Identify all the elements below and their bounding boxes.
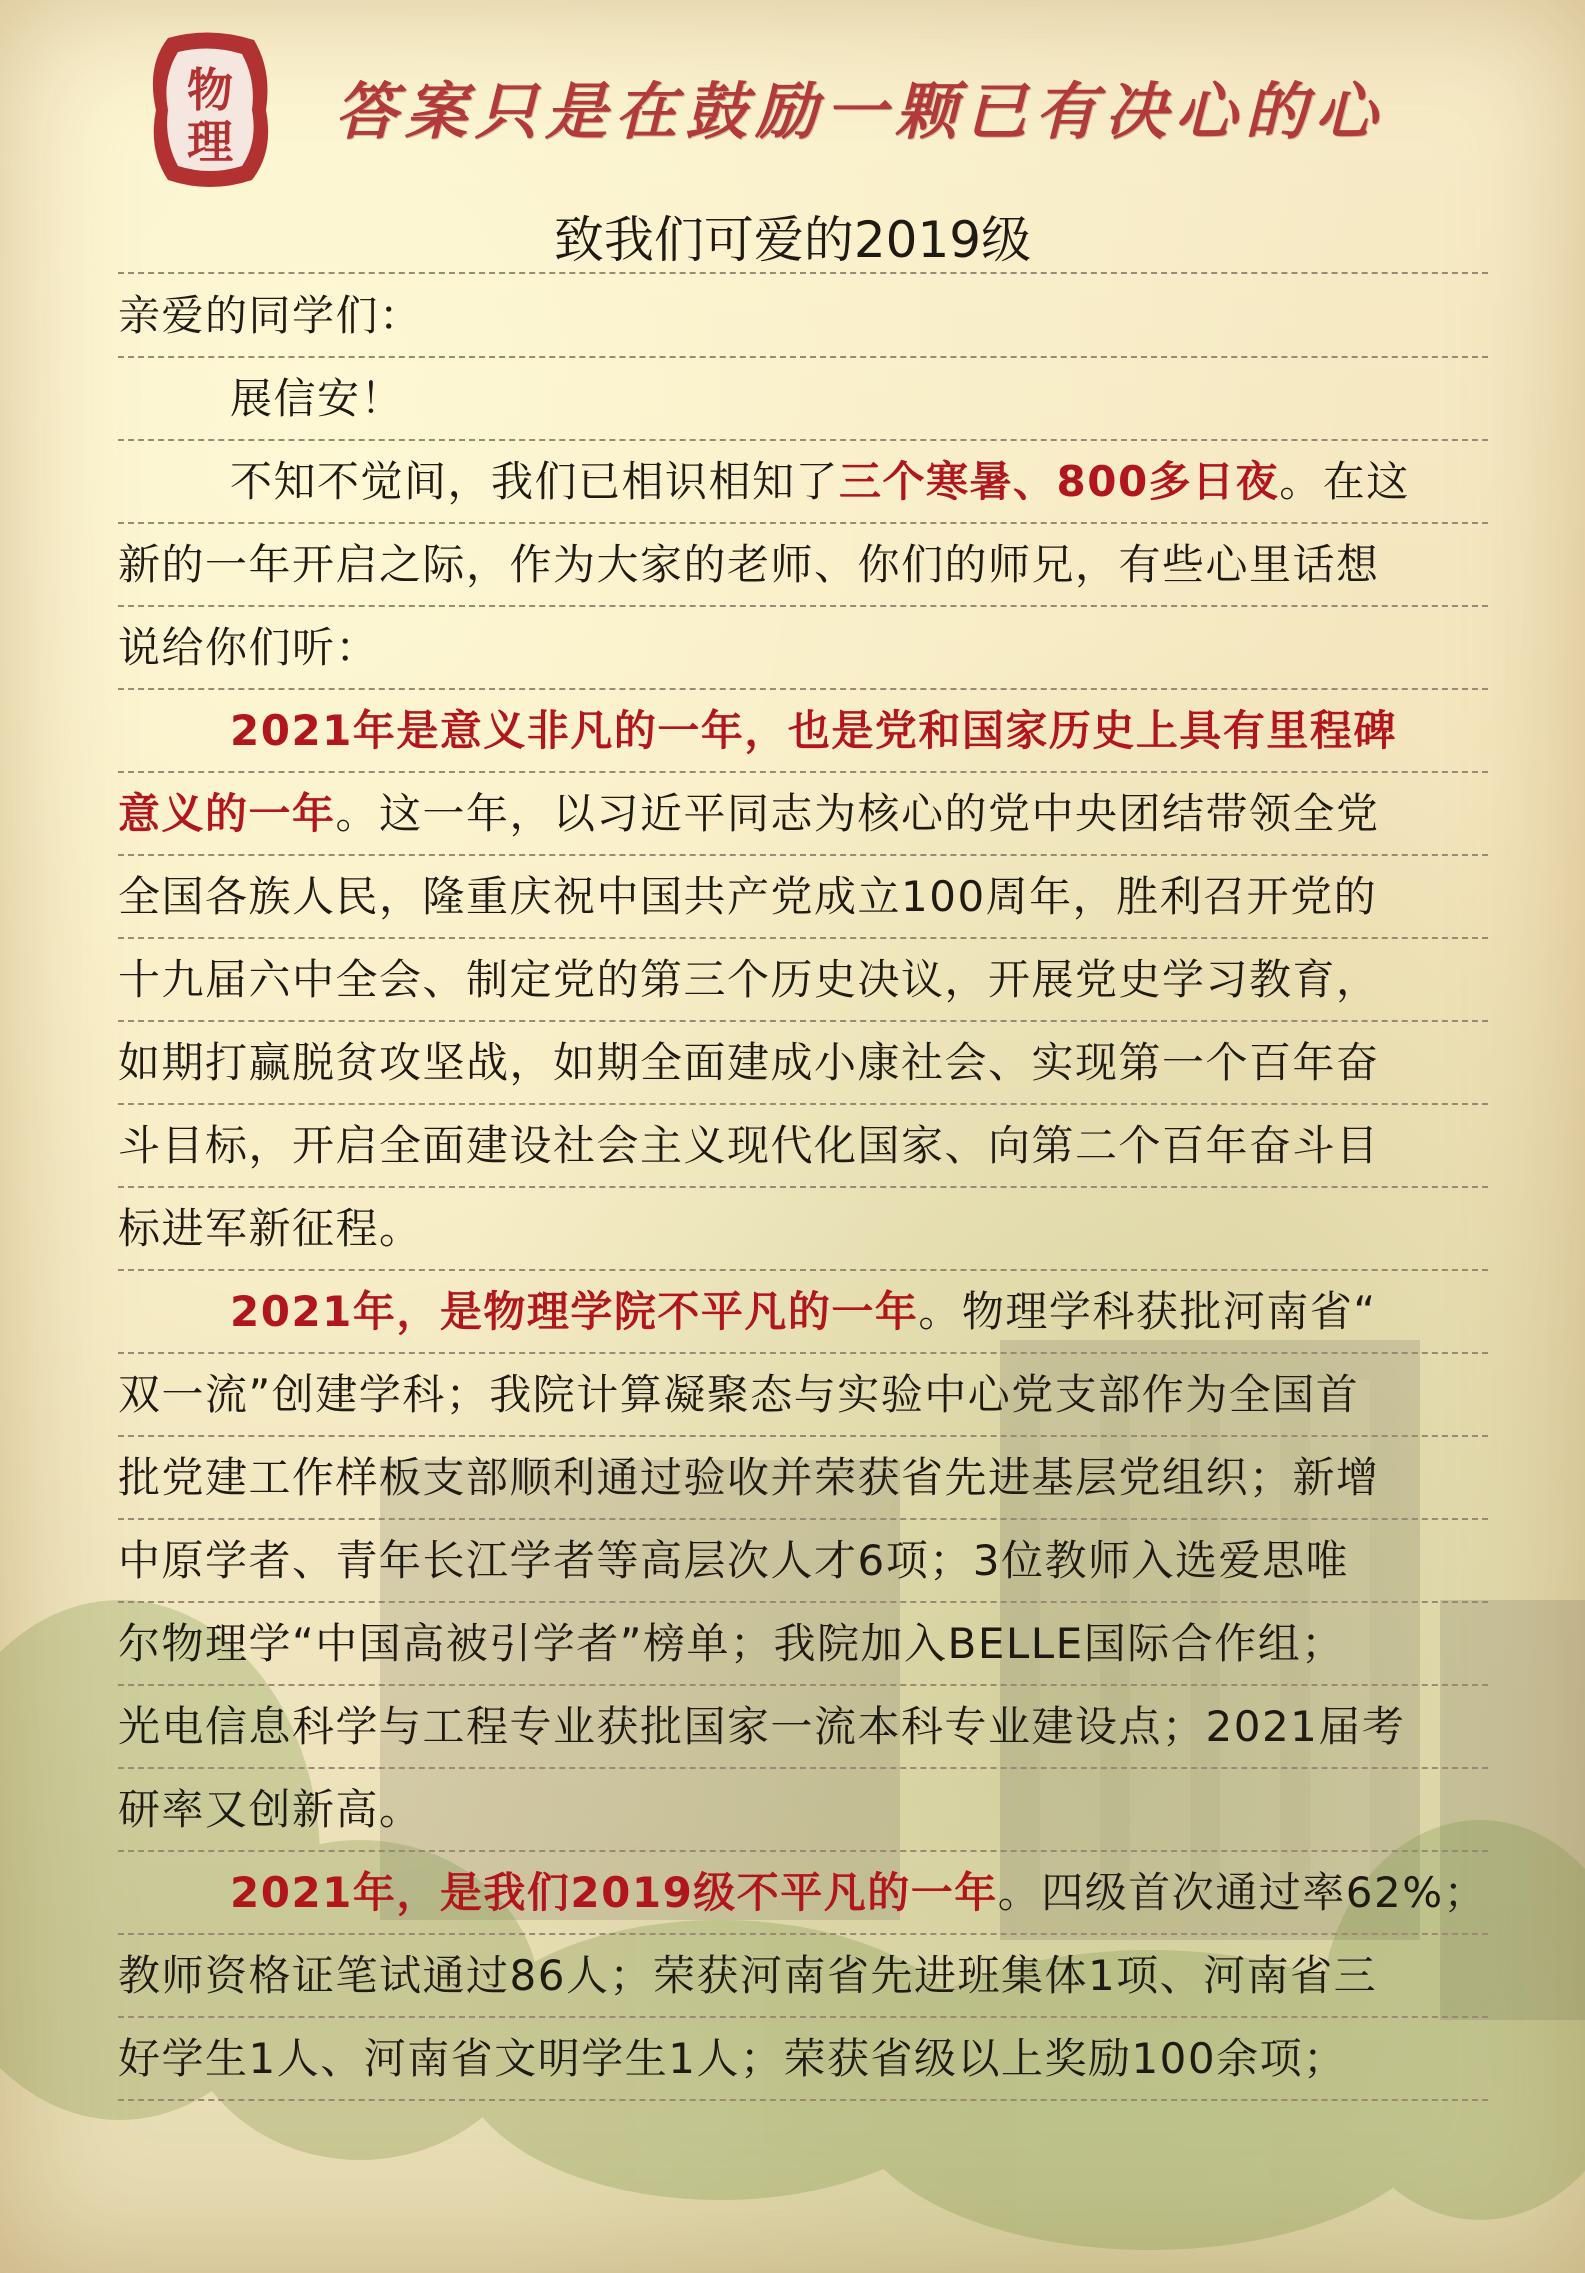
text-segment: 中原学者、青年长江学者等高层次人才6项；3位教师入选爱思唯 bbox=[118, 1536, 1349, 1585]
paragraph-4-line bbox=[118, 1852, 1488, 1935]
paragraph-3-line bbox=[118, 1437, 1488, 1520]
paragraph-2-line bbox=[118, 856, 1488, 939]
highlight-text: 三个寒暑、800多日夜 bbox=[839, 457, 1280, 506]
paragraph-1-line bbox=[118, 441, 1488, 524]
text-segment: 说给你们听： bbox=[118, 623, 380, 672]
svg-text:物: 物 bbox=[187, 63, 233, 117]
text-segment: 。在这 bbox=[1279, 457, 1410, 506]
physics-seal-stamp bbox=[150, 30, 270, 190]
paragraph-2-line bbox=[118, 1188, 1488, 1271]
paragraph-3-line bbox=[118, 1603, 1488, 1686]
letter-body bbox=[118, 272, 1488, 2101]
highlight-text: 2021年，是物理学院不平凡的一年 bbox=[230, 1287, 919, 1336]
svg-text:理: 理 bbox=[187, 115, 233, 169]
paragraph-3-line bbox=[118, 1769, 1488, 1852]
salutation-line bbox=[118, 358, 1488, 441]
paragraph-4-line bbox=[118, 1935, 1488, 2018]
greeting-line bbox=[118, 275, 1488, 358]
header-motto: 答案只是在鼓励一颗已有决心的心 bbox=[335, 75, 1386, 148]
text-segment: 。四级首次通过率62%； bbox=[997, 1868, 1488, 1917]
paragraph-3-line bbox=[118, 1354, 1488, 1437]
paragraph-3-line bbox=[118, 1271, 1488, 1354]
highlight-text: 2021年，是我们2019级不平凡的一年 bbox=[230, 1868, 998, 1917]
paragraph-4-line bbox=[118, 2018, 1488, 2101]
paragraph-3-line bbox=[118, 1686, 1488, 1769]
paragraph-2-line bbox=[118, 690, 1488, 773]
text-segment: 双一流”创建学科；我院计算凝聚态与实验中心党支部作为全国首 bbox=[118, 1370, 1360, 1419]
text-segment: 教师资格证笔试通过86人；荣获河南省先进班集体1项、河南省三 bbox=[118, 1951, 1378, 2000]
text-segment: 十九届六中全会、制定党的第三个历史决议，开展党史学习教育， bbox=[118, 955, 1380, 1004]
text-segment: 新的一年开启之际，作为大家的老师、你们的师兄，有些心里话想 bbox=[118, 540, 1380, 589]
salutation: 展信安！ bbox=[230, 374, 405, 423]
paragraph-2-line bbox=[118, 773, 1488, 856]
text-segment: 如期打赢脱贫攻坚战，如期全面建成小康社会、实现第一个百年奋 bbox=[118, 1038, 1380, 1087]
paragraph-2-line bbox=[118, 1105, 1488, 1188]
text-segment: 批党建工作样板支部顺利通过验收并荣获省先进基层党组织；新增 bbox=[118, 1453, 1380, 1502]
paragraph-2-line bbox=[118, 939, 1488, 1022]
text-segment: 。这一年，以习近平同志为核心的党中央团结带领全党 bbox=[335, 789, 1380, 838]
text-segment: 。物理学科获批河南省“ bbox=[918, 1287, 1377, 1336]
paragraph-3-line bbox=[118, 1520, 1488, 1603]
paragraph-2-line bbox=[118, 1022, 1488, 1105]
text-segment: 研率又创新高。 bbox=[118, 1785, 423, 1834]
greeting: 亲爱的同学们： bbox=[118, 291, 423, 340]
text-segment: 好学生1人、河南省文明学生1人；荣获省级以上奖励100余项； bbox=[118, 2034, 1347, 2083]
text-segment: 标进军新征程。 bbox=[118, 1204, 423, 1253]
paragraph-1-line bbox=[118, 607, 1488, 690]
paragraph-1-line bbox=[118, 524, 1488, 607]
text-segment: 尔物理学“中国高被引学者”榜单；我院加入BELLE国际合作组； bbox=[118, 1619, 1345, 1668]
highlight-text: 意义的一年 bbox=[118, 789, 336, 838]
highlight-text: 2021年是意义非凡的一年，也是党和国家历史上具有里程碑 bbox=[230, 706, 1397, 755]
text-segment: 光电信息科学与工程专业获批国家一流本科专业建设点；2021届考 bbox=[118, 1702, 1406, 1751]
letter-title: 致我们可爱的2019级 bbox=[553, 211, 1032, 269]
text-segment: 斗目标，开启全面建设社会主义现代化国家、向第二个百年奋斗目 bbox=[118, 1121, 1380, 1170]
text-segment: 不知不觉间，我们已相识相知了 bbox=[230, 457, 840, 506]
text-segment: 全国各族人民，隆重庆祝中国共产党成立100周年，胜利召开党的 bbox=[118, 872, 1378, 921]
